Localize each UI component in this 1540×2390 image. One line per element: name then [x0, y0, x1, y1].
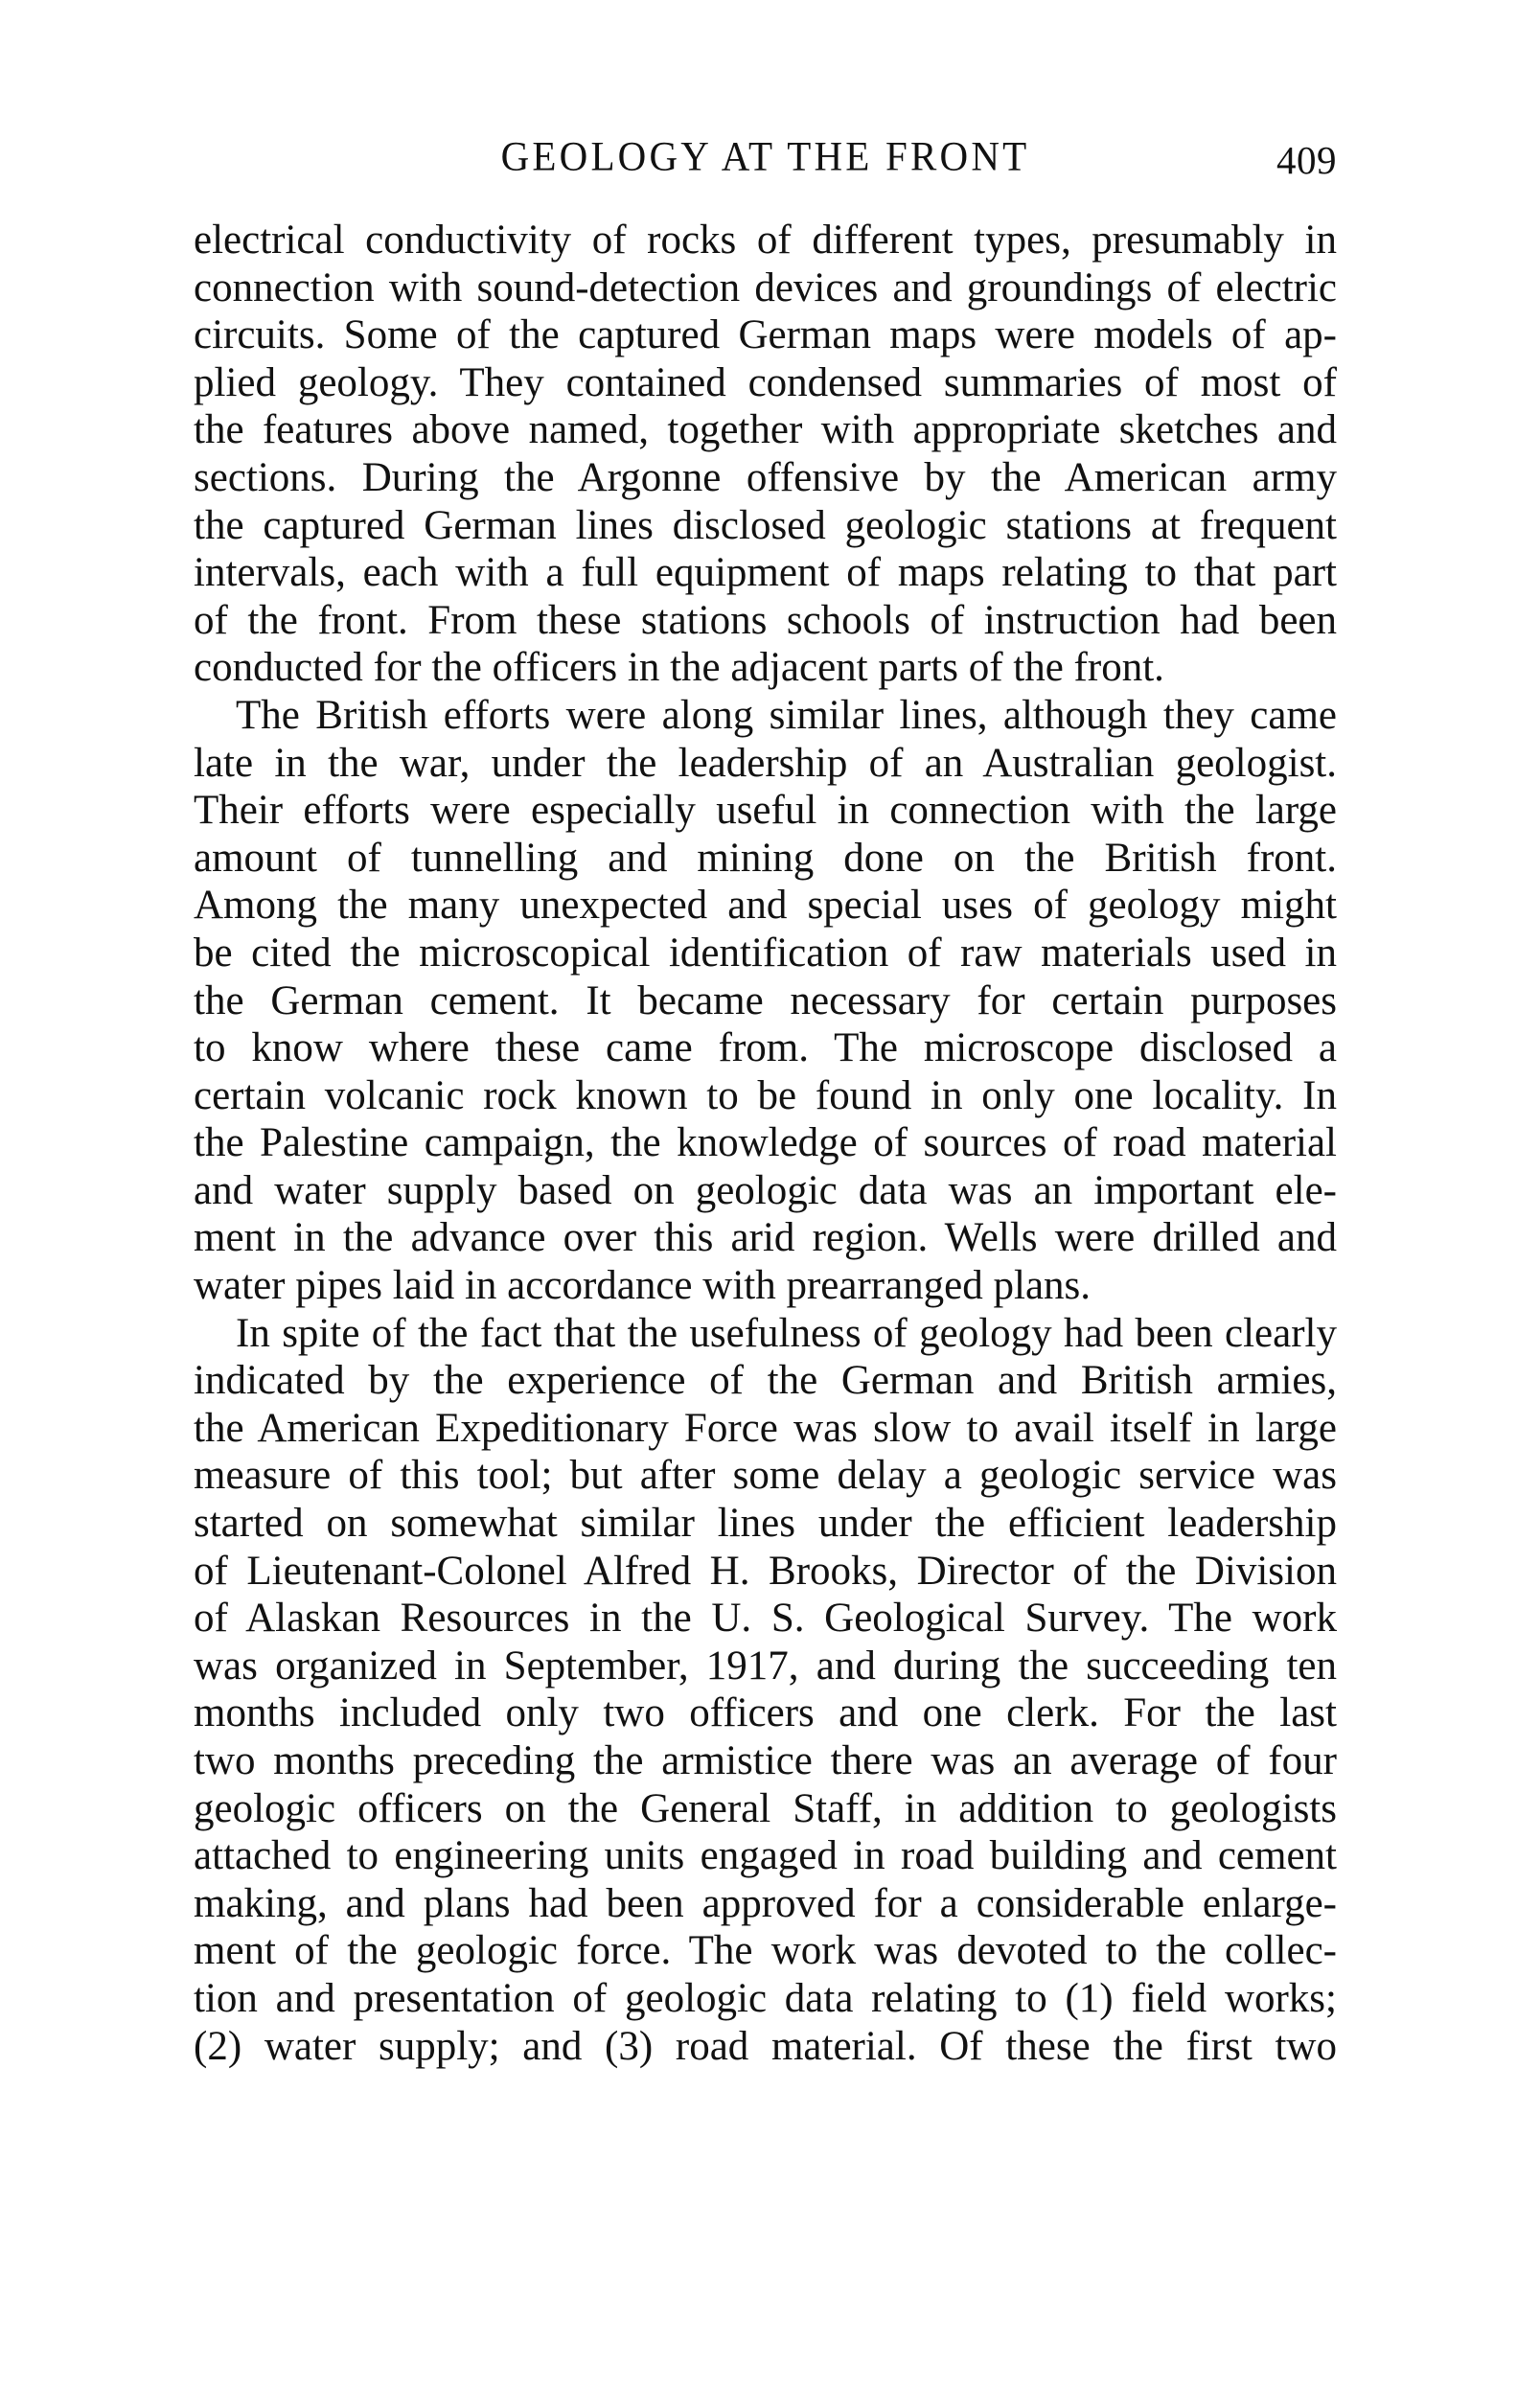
text-line: The British efforts were along similar lines, although they came — [236, 692, 1337, 738]
text-line: conducted for the officers in the adjacent parts of the front. — [194, 645, 1164, 691]
running-head — [194, 132, 1337, 182]
body-text — [194, 217, 1337, 2070]
text-line: tion and presentation of geologic data relating to (1) field works; — [194, 1975, 1337, 2021]
text-line: months included only two officers and one clerk. For the last — [194, 1690, 1337, 1736]
text-line: ment in the advance over this arid region. Wells were drilled and — [194, 1215, 1337, 1261]
text-line: amount of tunnelling and mining done on the British front. — [194, 835, 1337, 881]
text-line: intervals, each with a full equipment of maps relating to that part — [194, 550, 1337, 596]
text-line: geologic officers on the General Staff, in addition to geologists — [194, 1785, 1337, 1831]
text-line: of the front. From these stations schools of instruction had been — [194, 597, 1337, 643]
text-line: two months preceding the armistice there was an average of four — [194, 1738, 1337, 1783]
text-line: the American Expeditionary Force was slow to avail itself in large — [194, 1405, 1337, 1451]
text-line: water pipes laid in accordance with prearranged plans. — [194, 1263, 1092, 1309]
text-line: ment of the geologic force. The work was devoted to the collec- — [194, 1928, 1337, 1974]
text-line: certain volcanic rock known to be found in only one locality. In — [194, 1072, 1337, 1118]
text-line: electrical conductivity of rocks of different types, presumably in — [194, 218, 1337, 263]
page-number: 409 — [1276, 138, 1337, 182]
text-line: indicated by the experience of the German and British armies, — [194, 1358, 1337, 1404]
text-line: plied geology. They contained condensed summaries of most of — [194, 359, 1337, 405]
text-line: to know where these came from. The microscope disclosed a — [194, 1025, 1337, 1071]
text-line: measure of this tool; but after some delay a geologic service was — [194, 1453, 1337, 1499]
text-line: the captured German lines disclosed geologic stations at frequent — [194, 502, 1337, 548]
text-line: the features above named, together with appropriate sketches and — [194, 407, 1337, 453]
paragraph-3 — [194, 1310, 1337, 2071]
text-line: be cited the microscopical identification of raw materials used in — [194, 930, 1337, 976]
text-line: (2) water supply; and (3) road material. Of these the first two — [194, 2023, 1337, 2069]
text-line: Among the many unexpected and special uses of geology might — [194, 883, 1337, 929]
running-title: GEOLOGY AT THE FRONT — [500, 132, 1030, 180]
text-line: late in the war, under the leadership of an Australian geologist. — [194, 740, 1337, 786]
paragraph-2 — [194, 692, 1337, 1310]
text-line: of Alaskan Resources in the U. S. Geological Survey. The work — [194, 1596, 1337, 1642]
text-line: In spite of the fact that the usefulness of geology had been clearly — [236, 1310, 1337, 1356]
text-line: and water supply based on geologic data was an important ele- — [194, 1167, 1337, 1213]
text-line: of Lieutenant-Colonel Alfred H. Brooks, Director of the Division — [194, 1548, 1337, 1594]
text-line: Their efforts were especially useful in connection with the large — [194, 788, 1337, 834]
text-line: circuits. Some of the captured German maps were models of ap- — [194, 312, 1337, 358]
paragraph-1 — [194, 217, 1337, 692]
text-line: the German cement. It became necessary for certain purposes — [194, 977, 1337, 1023]
text-line: was organized in September, 1917, and during the succeeding ten — [194, 1643, 1337, 1689]
text-line: making, and plans had been approved for a considerable enlarge- — [194, 1880, 1337, 1926]
text-line: connection with sound-detection devices and groundings of electric — [194, 264, 1337, 310]
text-line: started on somewhat similar lines under the efficient leadership — [194, 1501, 1337, 1547]
text-line: the Palestine campaign, the knowledge of sources of road material — [194, 1120, 1337, 1166]
text-line: sections. During the Argonne offensive by the American army — [194, 454, 1337, 500]
text-line: attached to engineering units engaged in road building and cement — [194, 1833, 1337, 1879]
